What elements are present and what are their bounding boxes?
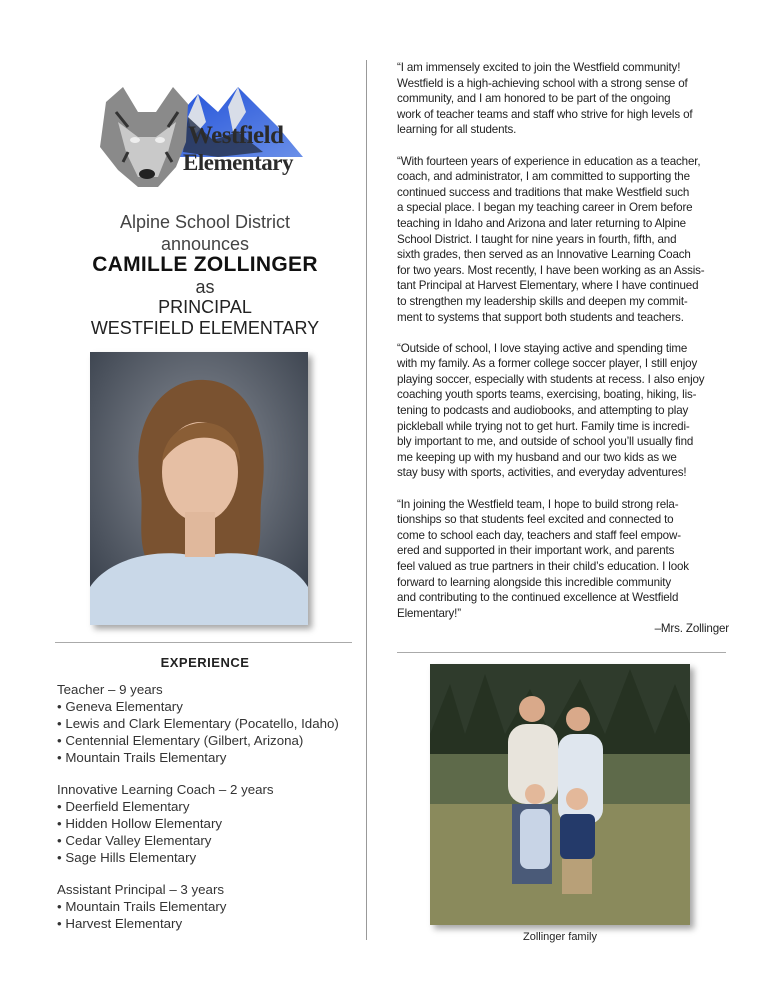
quote-paragraphs <box>397 60 729 621</box>
westfield-logo <box>88 82 303 194</box>
experience-group-coach <box>57 781 357 866</box>
as-text: as <box>195 277 215 297</box>
experience-list <box>57 681 357 947</box>
text-line: to strengthen my leadership skills and deepen my commit- <box>397 294 688 308</box>
right-divider <box>397 652 726 653</box>
text-line: “In joining the Westfield team, I hope to build strong rela- <box>397 497 679 511</box>
quote-signature: –Mrs. Zollinger <box>654 622 729 636</box>
text-line: feel valued as true partners in their child’s education. I look <box>397 560 689 573</box>
left-divider <box>55 642 352 643</box>
text-line: pickleball while trying not to get hurt. Family time is incredi- <box>397 419 690 433</box>
list-item: • Deerfield Elementary <box>57 799 190 814</box>
district-name: Alpine School District <box>119 212 291 232</box>
text-line: teaching in Idaho and Arizona and later returning to Alpine <box>397 216 686 230</box>
logo-text-elementary: Elementary <box>183 150 293 175</box>
quote-paragraph <box>397 497 729 622</box>
text-line: coach, and administrator, I am committed to supporting the <box>397 170 690 184</box>
text-line: “With fourteen years of experience in education as a teacher, <box>397 154 701 168</box>
experience-group-assistant-principal <box>57 881 357 932</box>
role-title <box>55 297 355 339</box>
text-line: work of teacher teams and staff who strive for high levels of <box>397 107 693 121</box>
text-line: continued success and traditions that make Westfield such <box>397 185 690 199</box>
school: WESTFIELD ELEMENTARY <box>90 318 320 338</box>
text-line: a special place. I began my teaching career in Orem before <box>397 201 693 215</box>
text-line: “Outside of school, I love staying active and spending time <box>397 341 688 355</box>
family-photo <box>430 664 690 925</box>
logo-text-westfield: Westfield <box>188 122 284 149</box>
text-line: tening to podcasts and audiobooks, and attempting to play <box>397 404 689 418</box>
list-item: • Geneva Elementary <box>57 699 183 714</box>
portrait-photo <box>90 352 308 625</box>
text-line: for two years. Most recently, I have been working as an Assis- <box>397 263 705 277</box>
text-line: community, and I am honored to be part of the ongoing <box>397 92 671 106</box>
group-heading: Assistant Principal – 3 years <box>57 882 225 897</box>
text-line: tionships so that students feel excited and connected to <box>397 513 674 527</box>
list-item: • Lewis and Clark Elementary (Pocatello, Idaho) <box>57 716 339 731</box>
quote-paragraph <box>397 60 729 138</box>
text-line: stay busy with sports, activities, and everyday adventures! <box>397 466 687 480</box>
experience-heading: EXPERIENCE <box>160 655 250 670</box>
quote-paragraph <box>397 154 729 326</box>
text-line: with my family. As a former college soccer player, I still enjoy <box>397 357 698 371</box>
list-item: • Cedar Valley Elementary <box>57 833 212 848</box>
text-line: sixth grades, then served as an Innovative Learning Coach <box>397 248 691 262</box>
text-line: playing soccer, especially with students at recess. I also enjoy <box>397 372 705 386</box>
text-line: come to school each day, teachers and staff feel empow- <box>397 528 681 542</box>
list-item: • Sage Hills Elementary <box>57 850 197 865</box>
list-item: • Harvest Elementary <box>57 916 183 931</box>
text-line: coaching youth sports teams, exercising, boating, hiking, lis- <box>397 388 697 402</box>
text-line: tant Principal at Harvest Elementary, where I have continued <box>397 279 699 293</box>
list-item: • Hidden Hollow Elementary <box>57 816 223 831</box>
text-line: Elementary!” <box>397 606 461 620</box>
column-divider <box>366 60 367 940</box>
experience-group-teacher <box>57 681 357 766</box>
list-item: • Mountain Trails Elementary <box>57 899 227 914</box>
group-heading: Innovative Learning Coach – 2 years <box>57 782 274 797</box>
list-item: • Centennial Elementary (Gilbert, Arizona) <box>57 733 304 748</box>
list-item: • Mountain Trails Elementary <box>57 750 227 765</box>
text-line: and contributing to the continued excellence at Westfield <box>397 591 679 605</box>
announces-text: announces <box>160 234 250 254</box>
text-line: learning for all students. <box>397 123 517 137</box>
text-line: forward to learning alongside this incredible community <box>397 575 672 589</box>
quote-paragraph <box>397 341 729 481</box>
family-photo-caption: Zollinger family <box>523 931 597 943</box>
group-heading: Teacher – 9 years <box>57 682 163 697</box>
text-line: ment to systems that support both students and teachers. <box>397 310 684 324</box>
role: PRINCIPAL <box>158 297 252 317</box>
principal-quote <box>397 60 729 637</box>
text-line: me keeping up with my husband and our two kids as we <box>397 450 677 464</box>
text-line: Westfield is a high-achieving school with a strong sense of <box>397 76 688 90</box>
text-line: School District. I taught for nine years in fourth, fifth, and <box>397 232 677 246</box>
text-line: bly important to me, and outside of school you’ll usually find <box>397 435 694 449</box>
text-line: ered and supported in their important work, and parents <box>397 544 675 558</box>
text-line: “I am immensely excited to join the Westfield community! <box>397 61 681 74</box>
principal-name: CAMILLE ZOLLINGER <box>92 253 318 276</box>
